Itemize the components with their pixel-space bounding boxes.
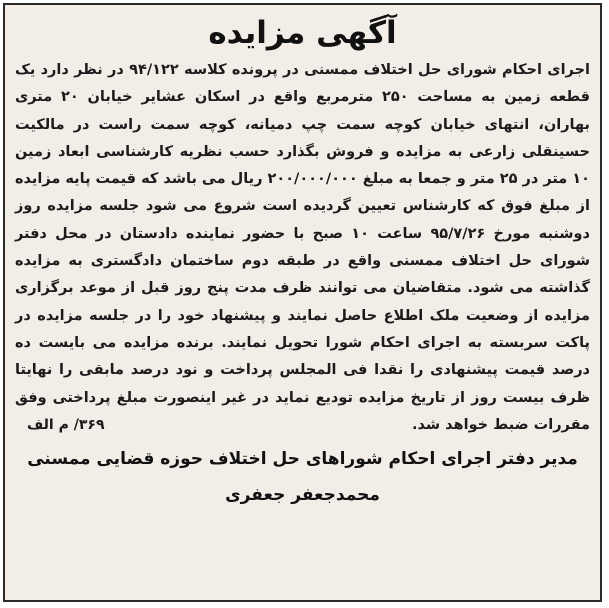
reference-number: ۳۶۹/ م الف — [27, 417, 105, 434]
notice-title: آگهی مزایده — [208, 15, 397, 51]
notice-body: اجرای احکام شورای حل اختلاف ممسنی در پرونده کلاسه ۹۴/۱۲۲ در نظر دارد یک قطعه زمین به مساحت ۲۵۰ مترمربع واقع در اسکان عشایر خیابان ۲۰ متری بهاران، انتهای خیابان کوچه سمت چپ دمیانه، کوچه سمت راست در مالکیت حسینقلی زارعی به مزایده و فروش بگذارد حسب نظریه کارشناسی ابعاد زمین ۱۰ متر در ۲۵ متر و جمعا به مبلغ ۲۰۰/۰۰۰/۰۰۰ ریال می باشد که قیمت پایه مزایده از مبلغ فوق که کارشناس تعیین گردیده است شروع می شود جلسه مزایده روز دوشنبه مورخ ۹۵/۷/۲۶ ساعت ۱۰ صبح با حضور نماینده دادستان در محل دفتر شورای حل اختلاف ممسنی واقع در طبقه دوم ساختمان دادگستری به مزایده گذاشته می شود. متقاضیان می توانند ظرف مدت پنج روز قبل از موعد برگزاری مزایده از وضعیت ملک اطلاع حاصل نمایند و پیشنهاد خود را در جلسه مزایده در پاکت سربسته به اجرای احکام شورا تحویل نمایند. برنده مزایده می بایست ده درصد قیمت پیشنهادی را نقدا فی المجلس پرداخت و نود درصد مابقی را نهایتا ظرف بیست روز از تاریخ مزایده تودیع نماید در غیر اینصورت مبلغ پرداختی وفق مقررات ضبط خواهد شد. — [14, 62, 590, 433]
signer-name: محمدجعفر جعفری — [225, 485, 380, 506]
notice-frame — [3, 3, 602, 602]
signer-title: مدیر دفتر اجرای احکام شوراهای حل اختلاف حوزه قضایی ممسنی — [27, 449, 578, 470]
